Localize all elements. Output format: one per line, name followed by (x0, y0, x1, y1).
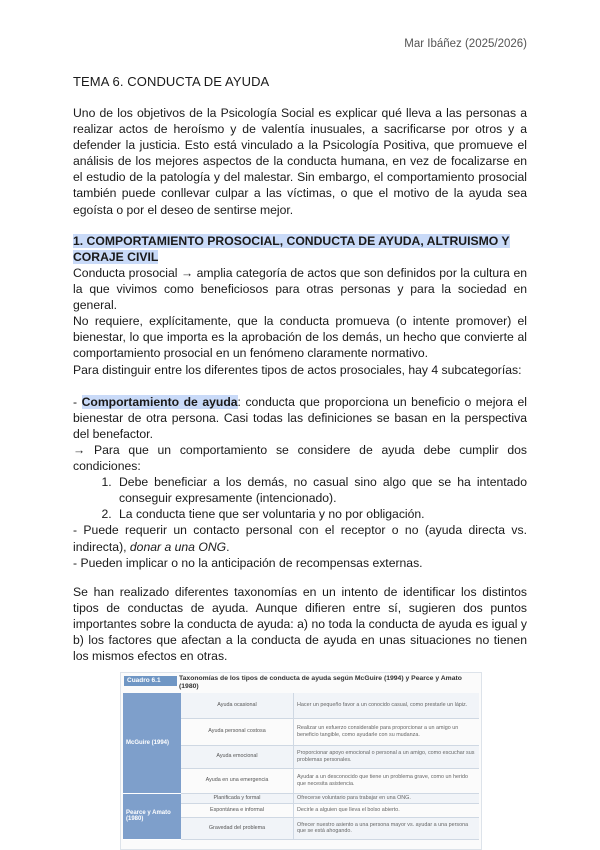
bullet-prefix: - (73, 394, 82, 409)
condition-item: 2. La conducta tiene que ser voluntaria y no por obligación. (115, 506, 527, 522)
description-cell: Decirle a alguien que lleva el bolso abierto. (294, 803, 480, 817)
type-cell: Ayuda ocasional (181, 693, 294, 718)
helping-behaviour-term: Comportamiento de ayuda (81, 394, 238, 409)
type-cell: Espontánea e informal (181, 803, 294, 817)
taxonomy-table (123, 693, 479, 840)
normative-paragraph: No requiere, explícitamente, que la conducta promueva (o intente promover) el bienestar, lo que importa es la aprobación de los demás, un hecho que convierte al comportamiento prosocial en un fenómeno claramente normativo. (73, 314, 527, 361)
conditions-intro: → Para que un comportamiento se considere de ayuda debe cumplir dos condiciones: (73, 442, 527, 474)
prosocial-definition: Conducta prosocial → amplia categoría de actos que son definidos por la cultura en la que vivimos como beneficiosos para otras personas y para la sociedad en general. (73, 266, 527, 313)
section-heading (73, 233, 529, 265)
header-author-year: Mar Ibáñez (2025/2026) (404, 38, 527, 50)
spacer (73, 378, 527, 394)
contact-example: donar a una ONG (129, 539, 227, 554)
type-cell: Gravedad del problema (181, 817, 294, 839)
section-body (73, 265, 527, 571)
author-cell: Pearce y Amato (1980) (123, 793, 181, 839)
author-cell: McGuire (1994) (123, 693, 181, 793)
contact-text: - Puede requerir un contacto personal con el receptor o no (ayuda directa vs. indirecta), (73, 523, 527, 554)
rewards-paragraph: - Pueden implicar o no la anticipación de recompensas externas. (73, 555, 423, 570)
condition-item: 1. Debe beneficiar a los demás, no casual sino algo que se ha intentado conseguir expresamente (intencionado). (115, 474, 527, 506)
contact-paragraph (73, 522, 527, 554)
type-cell: Ayuda en una emergencia (181, 768, 294, 793)
helping-behaviour-definition: : conducta que proporciona un beneficio o mejora el bienestar de otra persona. Casi todas las definiciones se basan en la perspectiva del benefactor. (73, 394, 528, 441)
intro-paragraph: Uno de los objetivos de la Psicología Social es explicar qué lleva a las personas a realizar actos de heroísmo y de valentía inusuales, a sacrificarse por otros y a defender la justicia. Esto está vinculado a la Psicología Positiva, que promueve el análisis de los mejores aspectos de la conducta humana, en vez de focalizarse en el estudio de la patología y del malestar. Sin embargo, el comportamiento prosocial también puede conllevar culpar a las víctimas, o que el motivo de la ayuda sea egoísta o por el deseo de sentirse mejor. (73, 106, 527, 217)
figure-header (121, 673, 481, 691)
type-cell: Planificada y formal (181, 793, 294, 803)
table-row (123, 693, 479, 718)
description-cell: Ayudar a un desconocido que tiene un problema grave, como un herido que necesita asistencia. (294, 768, 480, 793)
taxonomies-paragraph: Se han realizado diferentes taxonomías en un intento de identificar los distintos tipos de conductas de ayuda. Aunque difieren entre sí, sugieren dos puntos importantes sobre la conducta de ayuda: a) no toda la conducta de ayuda es igual y b) los factores que afectan a la conducta de ayuda en unas situaciones no tienen los mismos efectos en otras. (73, 585, 527, 664)
description-cell: Hacer un pequeño favor a un conocido casual, como prestarle un lápiz. (294, 693, 480, 718)
type-cell: Ayuda emocional (181, 745, 294, 768)
contact-end: . (226, 539, 230, 554)
helping-behaviour-paragraph (73, 394, 527, 442)
description-cell: Ofrecer nuestro asiento a una persona mayor vs. ayudar a una persona que se está ahogando. (294, 817, 480, 839)
section-heading-text: 1. COMPORTAMIENTO PROSOCIAL, CONDUCTA DE AYUDA, ALTRUISMO Y CORAJE CIVIL (73, 234, 510, 264)
taxonomy-figure (120, 672, 482, 850)
description-cell: Ofrecerse voluntario para trabajar en una ONG. (294, 793, 480, 803)
table-row (123, 793, 479, 803)
description-cell: Proporcionar apoyo emocional o personal a un amigo, como escuchar sus problemas personales. (294, 745, 480, 768)
figure-badge: Cuadro 6.1 (124, 676, 177, 686)
subcategories-intro: Para distinguir entre los diferentes tipos de actos prosociales, hay 4 subcategorías: (73, 362, 522, 377)
description-cell: Realizar un esfuerzo considerable para proporcionar a un amigo un beneficio tangible, como ayudarle con su mudanza. (294, 718, 480, 745)
figure-title: Taxonomías de los tipos de conducta de ayuda según McGuire (1994) y Pearce y Amato (1980) (179, 675, 462, 690)
type-cell: Ayuda personal costosa (181, 718, 294, 745)
conditions-list (73, 474, 527, 522)
document-title: TEMA 6. CONDUCTA DE AYUDA (73, 74, 270, 89)
